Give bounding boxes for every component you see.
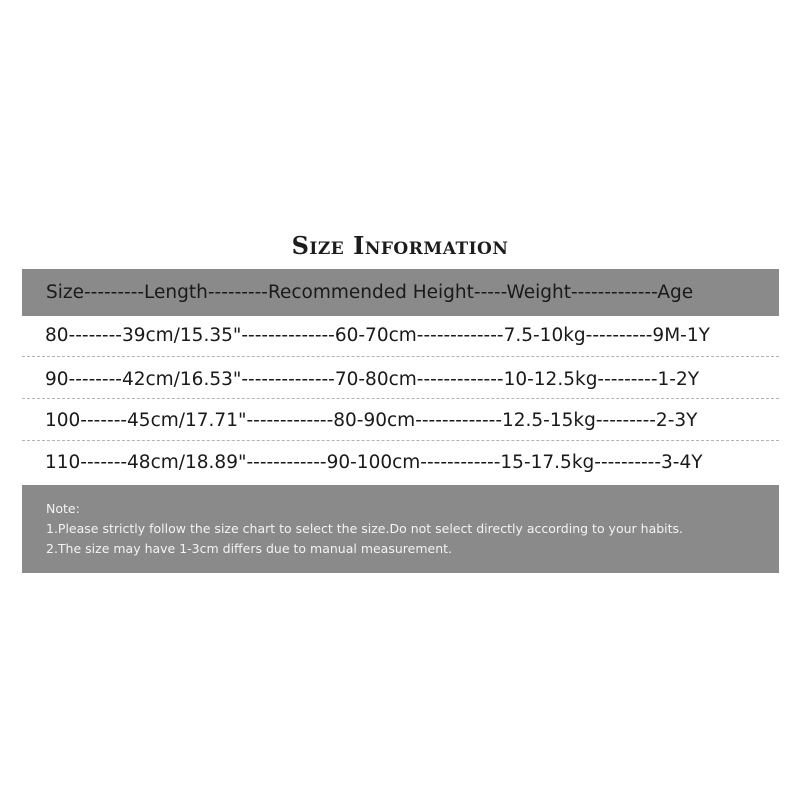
- size-table-header-text: Size---------Length---------Recommended Height-----Weight-------------Age: [46, 282, 694, 303]
- row-divider: [22, 398, 779, 399]
- size-chart-title: Size Information: [291, 231, 509, 260]
- size-row-100: 100-------45cm/17.71"-------------80-90cm-------------12.5-15kg---------2-3Y: [45, 410, 698, 431]
- size-table-header: [22, 269, 779, 316]
- size-row-110: 110-------48cm/18.89"------------90-100cm------------15-17.5kg----------3-4Y: [45, 452, 703, 473]
- size-row-90: 90--------42cm/16.53"--------------70-80cm-------------10-12.5kg---------1-2Y: [45, 369, 700, 390]
- note-line-2: 2.The size may have 1-3cm differs due to manual measurement.: [46, 541, 452, 556]
- note-box: [22, 485, 779, 573]
- size-row-80: 80--------39cm/15.35"--------------60-70cm-------------7.5-10kg----------9M-1Y: [45, 325, 710, 346]
- row-divider: [22, 440, 779, 441]
- note-label: Note:: [46, 501, 80, 516]
- note-line-1: 1.Please strictly follow the size chart to select the size.Do not select directly according to your habits.: [46, 521, 684, 536]
- row-divider: [22, 356, 779, 357]
